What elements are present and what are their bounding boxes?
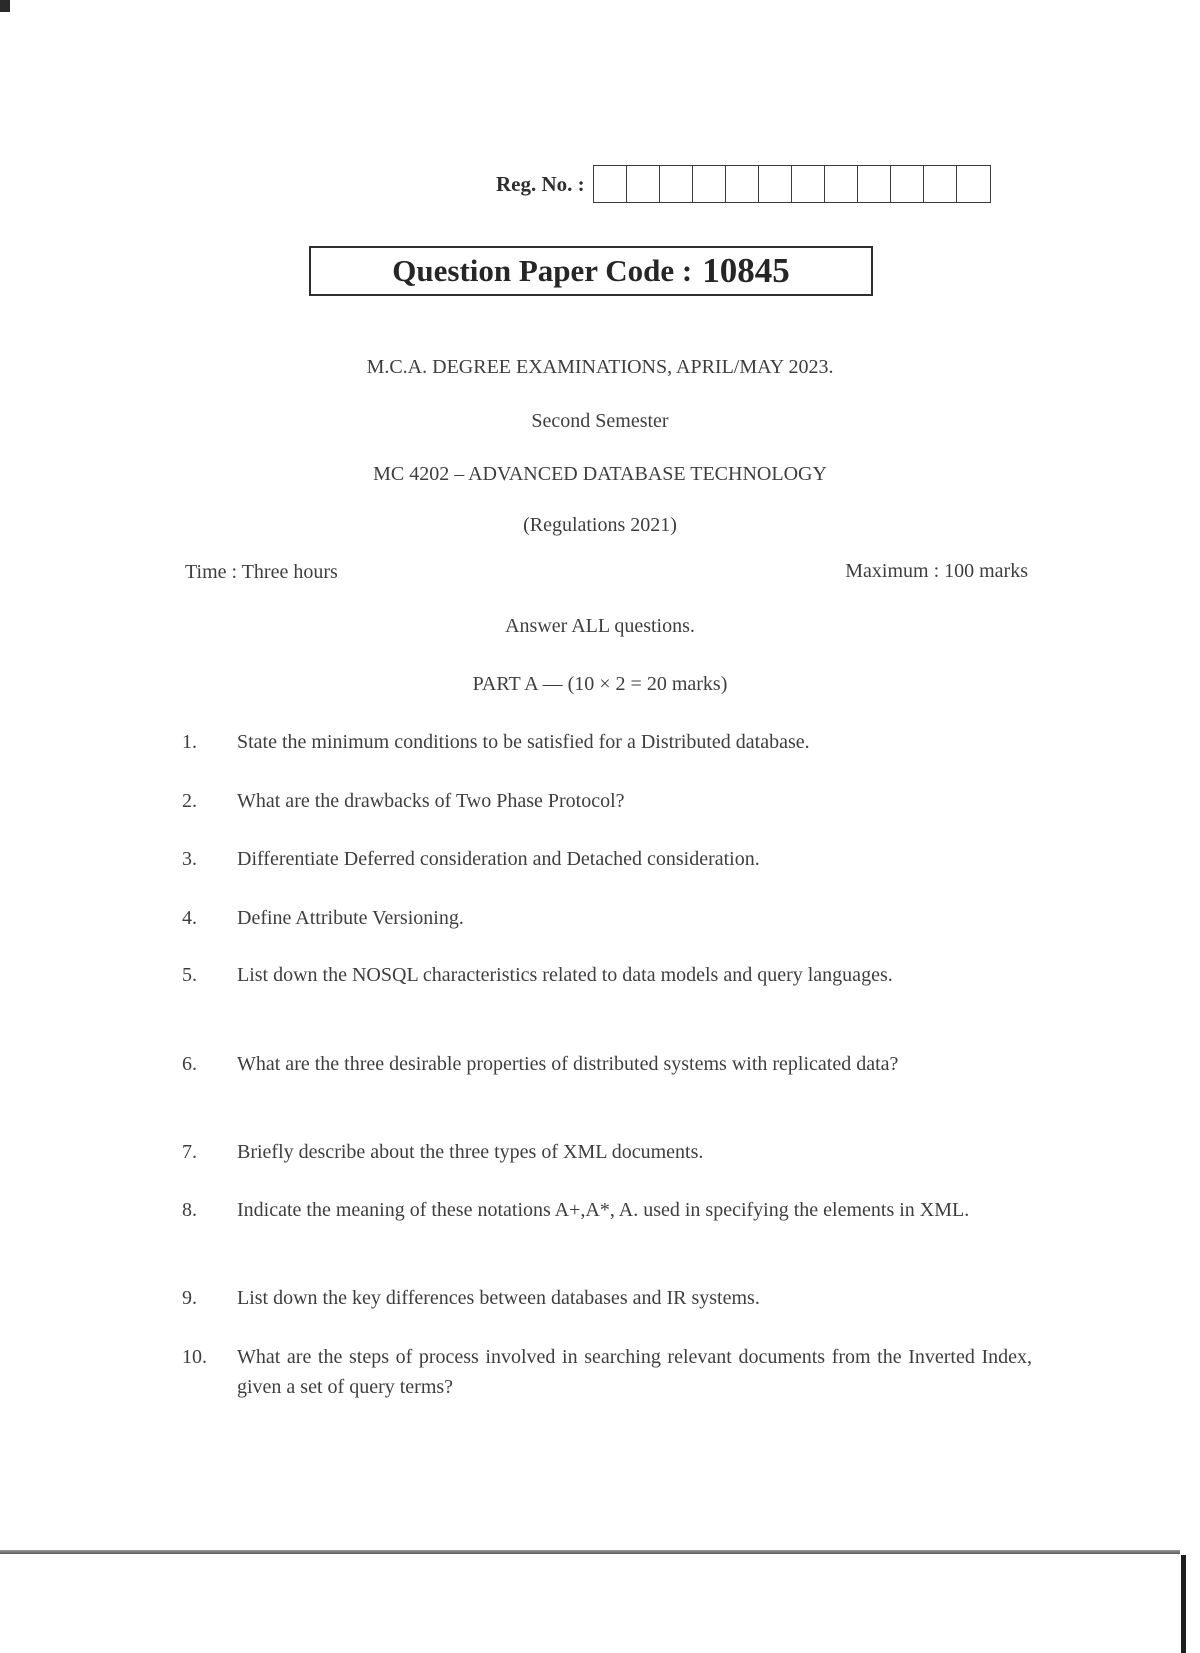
scan-right-edge: [1181, 1555, 1186, 1653]
question-number: 6.: [182, 1053, 197, 1075]
question-item: [182, 786, 1032, 816]
course-title: MC 4202 – ADVANCED DATABASE TECHNOLOGY: [373, 463, 827, 485]
question-item: [182, 903, 1032, 933]
instruction: Answer ALL questions.: [505, 615, 695, 637]
reg-digit-box: [759, 166, 792, 202]
question-paper-code-box: [309, 246, 873, 296]
question-text: What are the drawbacks of Two Phase Protocol?: [237, 790, 625, 812]
question-item: [182, 1049, 1032, 1079]
semester: Second Semester: [531, 410, 669, 432]
question-text: State the minimum conditions to be satisfied for a Distributed database.: [237, 731, 810, 753]
question-number: 2.: [182, 790, 197, 812]
question-item: [182, 1195, 1032, 1225]
question-item: [182, 1342, 1032, 1402]
reg-digit-box: [594, 166, 627, 202]
question-number: 8.: [182, 1199, 197, 1221]
question-text: List down the key differences between databases and IR systems.: [237, 1287, 760, 1309]
time-allowed: Time : Three hours: [185, 561, 338, 583]
question-number: 7.: [182, 1141, 197, 1163]
question-number: 5.: [182, 964, 197, 986]
question-item: [182, 727, 1032, 757]
maximum-marks: Maximum : 100 marks: [845, 560, 1028, 582]
question-text: What are the three desirable properties of distributed systems with replicated data?: [237, 1053, 899, 1075]
reg-digit-box: [957, 166, 990, 202]
reg-digit-box: [924, 166, 957, 202]
regulations: (Regulations 2021): [523, 514, 677, 536]
reg-digit-box: [825, 166, 858, 202]
reg-digit-box: [891, 166, 924, 202]
reg-digit-box: [693, 166, 726, 202]
reg-digit-box: [627, 166, 660, 202]
question-item: [182, 844, 1032, 874]
question-number: 4.: [182, 907, 197, 929]
exam-title: M.C.A. DEGREE EXAMINATIONS, APRIL/MAY 2023.: [366, 356, 834, 378]
question-number: 3.: [182, 848, 197, 870]
question-paper-code-label: Question Paper Code :: [392, 253, 693, 288]
reg-number-label: Reg. No. :: [496, 171, 585, 196]
question-item: [182, 960, 1032, 990]
question-text: List down the NOSQL characteristics related to data models and query languages.: [237, 964, 893, 986]
question-paper-code-number: 10845: [702, 251, 790, 290]
part-heading: PART A — (10 × 2 = 20 marks): [472, 673, 728, 695]
question-text: Indicate the meaning of these notations A+,A*, A. used in specifying the elements in XML.: [237, 1199, 970, 1221]
reg-digit-box: [858, 166, 891, 202]
question-text: Differentiate Deferred consideration and Detached consideration.: [237, 848, 760, 870]
question-text: Briefly describe about the three types of XML documents.: [237, 1141, 704, 1163]
page-bottom-rule: [0, 1550, 1180, 1554]
question-number: 10.: [182, 1346, 207, 1368]
question-item: [182, 1283, 1032, 1313]
reg-number-boxes: [593, 165, 991, 203]
reg-number-row: [496, 165, 991, 203]
reg-digit-box: [726, 166, 759, 202]
question-number: 1.: [182, 731, 197, 753]
question-number: 9.: [182, 1287, 197, 1309]
scan-corner-mark: [0, 0, 10, 12]
question-text: Define Attribute Versioning.: [237, 907, 464, 929]
question-item: [182, 1137, 1032, 1167]
reg-digit-box: [660, 166, 693, 202]
question-text: What are the steps of process involved in searching relevant documents from the Inverted Index, given a set of query terms?: [237, 1346, 1032, 1398]
reg-digit-box: [792, 166, 825, 202]
